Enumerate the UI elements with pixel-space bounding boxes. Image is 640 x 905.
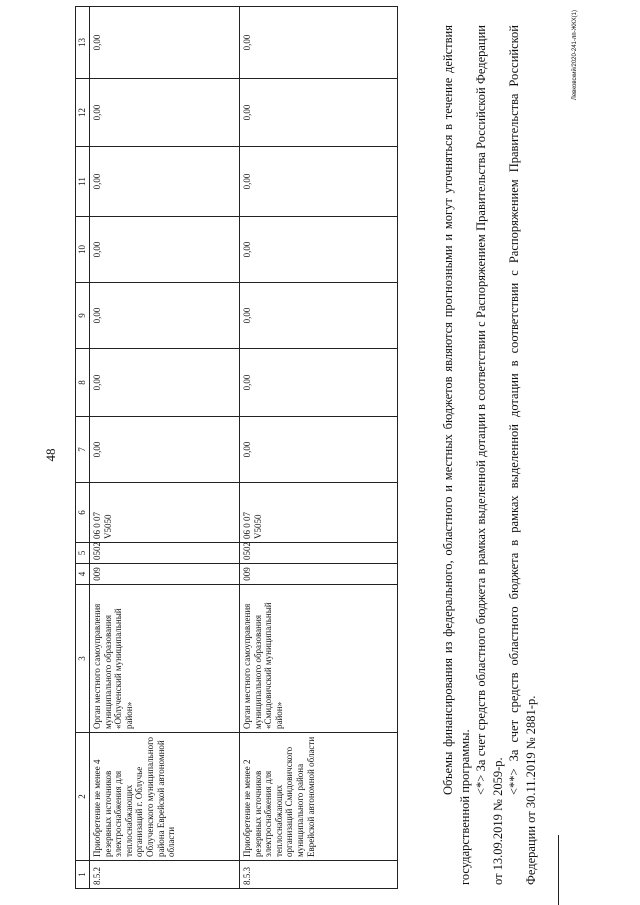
row-value-9: 0,00 xyxy=(90,283,240,349)
row-value-7: 0,00 xyxy=(240,417,398,483)
note-double-asterisk: <**> За счет средств областного бюджета в рамках выделенной дотации в соответствии с Распоряжением Правительства Российской Федерации от 30.11.2019 № 2881-р. xyxy=(507,25,538,885)
row-rzpr: 0502 xyxy=(240,543,398,564)
row-value-10: 0,00 xyxy=(240,217,398,283)
row-executor: Орган местного самоуправления муниципального образования «Смидовичский муниципальный район» xyxy=(240,585,398,733)
col-header-5: 5 xyxy=(76,543,90,564)
col-header-2: 2 xyxy=(76,733,90,861)
row-value-8: 0,00 xyxy=(90,349,240,417)
col-header-4: 4 xyxy=(76,564,90,585)
row-value-10: 0,00 xyxy=(90,217,240,283)
funding-table xyxy=(75,6,398,889)
page-number: 48 xyxy=(43,448,58,462)
row-value-13: 0,00 xyxy=(240,7,398,79)
row-value-11: 0,00 xyxy=(240,147,398,217)
col-header-3: 3 xyxy=(76,585,90,733)
note-funding: Объемы финансирования из федерального, областного и местных бюджетов являются прогнозными и могут уточняться в течение действия государственной программы. xyxy=(441,25,472,885)
row-grbs: 009 xyxy=(240,564,398,585)
row-value-7: 0,00 xyxy=(90,417,240,483)
col-header-10: 10 xyxy=(76,217,90,283)
notes-block xyxy=(440,25,539,885)
footer-divider xyxy=(558,835,559,905)
row-value-13: 0,00 xyxy=(90,7,240,79)
row-value-12: 0,00 xyxy=(90,79,240,147)
row-id: 8.5.3 xyxy=(240,861,398,889)
col-header-1: 1 xyxy=(76,861,90,889)
header-row xyxy=(76,7,90,889)
table-row xyxy=(240,7,398,889)
col-header-13: 13 xyxy=(76,7,90,79)
col-header-9: 9 xyxy=(76,283,90,349)
row-grbs: 009 xyxy=(90,564,240,585)
row-executor: Орган местного самоуправления муниципального образования «Облученский муниципальный район» xyxy=(90,585,240,733)
row-id: 8.5.2 xyxy=(90,861,240,889)
row-value-11: 0,00 xyxy=(90,147,240,217)
row-csr: 06 0 07 V5050 xyxy=(240,483,398,543)
col-header-11: 11 xyxy=(76,147,90,217)
row-value-9: 0,00 xyxy=(240,283,398,349)
col-header-6: 6 xyxy=(76,483,90,543)
col-header-12: 12 xyxy=(76,79,90,147)
row-value-8: 0,00 xyxy=(240,349,398,417)
row-name: Приобретение не менее 4 резервных источников электроснабжения для теплоснабжающих организаций г. Облучье Облученского муниципального района Еврейской автономной области xyxy=(90,733,240,861)
table-row xyxy=(90,7,240,889)
row-csr: 06 0 07 V5050 xyxy=(90,483,240,543)
row-value-12: 0,00 xyxy=(240,79,398,147)
footer-code: Левковский/2020-241-лп-ЖКХ(1) xyxy=(572,10,578,101)
note-single-asterisk: <*> За счет средств областного бюджета в рамках выделенной дотации в соответствии с Распоряжением Правительства Российской Федерации от 13.09.2019 № 2059-р. xyxy=(474,25,505,885)
col-header-8: 8 xyxy=(76,349,90,417)
row-name: Приобретение не менее 2 резервных источников электроснабжения для теплоснабжающих организаций Смидовичского муниципального района Еврейской автономной области xyxy=(240,733,398,861)
col-header-7: 7 xyxy=(76,417,90,483)
row-rzpr: 0502 xyxy=(90,543,240,564)
